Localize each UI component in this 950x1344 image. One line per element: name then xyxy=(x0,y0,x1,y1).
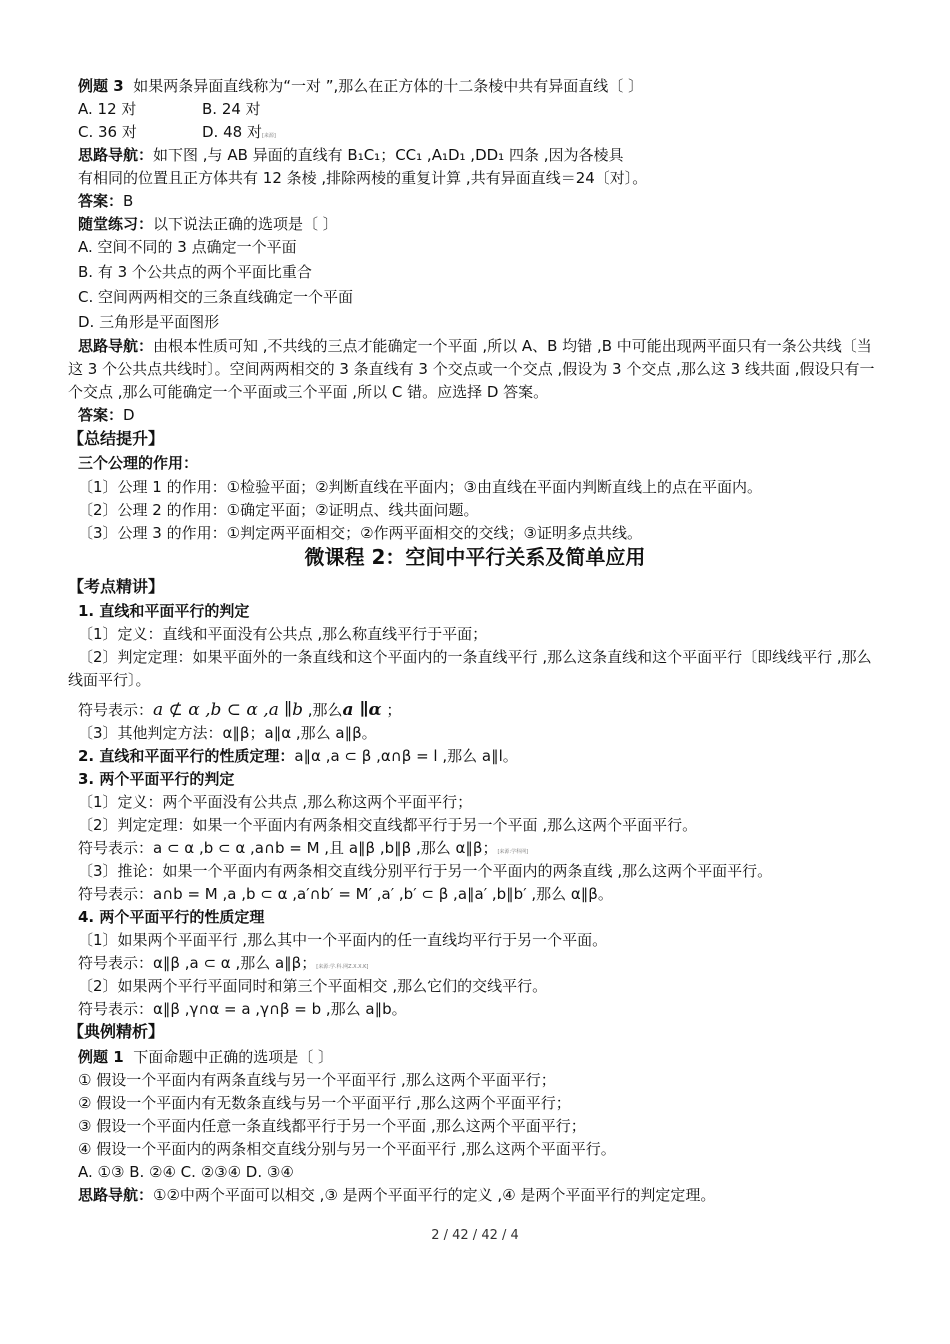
example3-options-cd xyxy=(78,122,276,146)
practice-guide-text: 由根本性质可知 ,不共线的三点才能确定一个平面 ,所以 A、B 均错 ,B 中可能出现两平面只有一条公共线〔当这 3 个公共点共线时〕。空间两两相交的 3 条直线有 3 个交点或一个交点 ,假设为 3 个交点 ,那么这 3 线共面 ,假设只有一个交点 ,那么可能确定一个平面或三个平面 ,所以 C 错。应选择 D 答案。 xyxy=(68,337,875,401)
point3-corollary-symbol: 符号表示：a∩b = M ,a ,b ⊂ α ,a′∩b′ = M′ ,a′ ,b′ ⊂ β ,a∥a′ ,b∥b′ ,那么 α∥β。 xyxy=(78,885,613,903)
point3-corollary: 〔3〕推论：如果一个平面内有两条相交直线分别平行于另一个平面内的两条直线 ,那么这两个平面平行。 xyxy=(78,862,773,880)
point4-item-2: 〔2〕如果两个平行平面同时和第三个平面相交 ,那么它们的交线平行。 xyxy=(78,977,548,995)
example3-guide-text1: 如下图 ,与 AB 异面的直线有 B₁C₁；CC₁ ,A₁D₁ ,DD₁ 四条 ,因为各棱具 xyxy=(153,146,624,164)
practice-answer-value: D xyxy=(123,406,135,424)
practice-option-d: D. 三角形是平面图形 xyxy=(78,313,220,331)
point4-source-mark: [来源:学.科.网Z.X.X.K] xyxy=(316,964,369,970)
point2-title: 2. 直线和平面平行的性质定理： xyxy=(78,747,295,765)
example3-guide-line2: 有相同的位置且正方体共有 12 条棱 ,排除两棱的重复计算 ,共有异面直线＝24〔对〕。 xyxy=(78,169,648,187)
example1-statement-3: ③ 假设一个平面内任意一条直线都平行于另一个平面 ,那么这两个平面平行； xyxy=(78,1117,586,1135)
point3-title: 3. 两个平面平行的判定 xyxy=(78,770,235,788)
example3-option-d: D. 48 对 xyxy=(202,123,262,141)
point1-symbol-label: 符号表示： xyxy=(78,701,154,719)
example3-guide-label: 思路导航： xyxy=(78,146,154,164)
summary-subheading: 三个公理的作用： xyxy=(78,454,199,472)
dianli-heading: 【典例精析】 xyxy=(68,1022,165,1041)
example1-statement-4: ④ 假设一个平面内的两条相交直线分别与另一个平面平行 ,那么这两个平面平行。 xyxy=(78,1140,616,1158)
example1-guide-text: ①②中两个平面可以相交 ,③ 是两个平面平行的定义 ,④ 是两个平面平行的判定定理。 xyxy=(153,1186,716,1204)
source-mark: [来源] xyxy=(261,133,276,139)
example1-guide-label: 思路导航： xyxy=(78,1186,154,1204)
practice-option-b: B. 有 3 个公共点的两个平面比重合 xyxy=(78,263,312,281)
point3-definition: 〔1〕定义：两个平面没有公共点 ,那么称这两个平面平行； xyxy=(78,793,473,811)
practice-label: 随堂练习： xyxy=(78,215,154,233)
example3-option-a: A. 12 对 xyxy=(78,100,137,118)
practice-option-c: C. 空间两两相交的三条直线确定一个平面 xyxy=(78,288,354,306)
example3-question: 如果两条异面直线称为“一对 ”,那么在正方体的十二条棱中共有异面直线〔 〕 xyxy=(133,77,644,95)
example3-option-b: B. 24 对 xyxy=(202,100,261,118)
example1-statement-2: ② 假设一个平面内有无数条直线与另一个平面平行 ,那么这两个平面平行； xyxy=(78,1094,571,1112)
point3-symbol xyxy=(78,838,528,862)
example3-guide-line1 xyxy=(78,145,624,165)
kaodian-heading: 【考点精讲】 xyxy=(68,577,165,596)
point4-symbol-2: 符号表示：α∥β ,γ∩α = a ,γ∩β = b ,那么 a∥b。 xyxy=(78,1000,407,1018)
point4-title: 4. 两个平面平行的性质定理 xyxy=(78,908,265,926)
practice-option-a: A. 空间不同的 3 点确定一个平面 xyxy=(78,238,297,256)
example1-line xyxy=(78,1047,333,1067)
point2-text: a∥α ,a ⊂ β ,α∩β = l ,那么 a∥l。 xyxy=(294,747,518,765)
point1-symbol xyxy=(78,697,401,723)
summary-item-3: 〔3〕公理 3 的作用：①判定两平面相交；②作两平面相交的交线；③证明多点共线。 xyxy=(78,524,642,542)
summary-heading: 【总结提升】 xyxy=(68,429,165,448)
point1-theorem-text: 〔2〕判定定理：如果平面外的一条直线和这个平面内的一条直线平行 ,那么这条直线和这个平面平行〔即线线平行 ,那么线面平行〕。 xyxy=(68,648,872,689)
point1-other: 〔3〕其他判定方法：α∥β；a∥α ,那么 a∥β。 xyxy=(78,724,377,742)
summary-item-2: 〔2〕公理 2 的作用：①确定平面；②证明点、线共面问题。 xyxy=(78,501,479,519)
practice-answer-label: 答案： xyxy=(78,406,124,424)
practice-line xyxy=(78,214,338,234)
practice-guide xyxy=(68,335,883,404)
point1-symbol-formula: a ⊄ α ,b ⊂ α ,a ∥b xyxy=(153,700,303,720)
example1-statement-1: ① 假设一个平面内有两条直线与另一个平面平行 ,那么这两个平面平行； xyxy=(78,1071,556,1089)
point4-symbol-1 xyxy=(78,953,368,977)
point1-theorem xyxy=(68,646,883,692)
example3-label: 例题 3 xyxy=(78,77,124,95)
example1-options: A. ①③ B. ②④ C. ②③④ D. ③④ xyxy=(78,1163,294,1181)
example1-guide xyxy=(78,1185,715,1205)
example3-answer-label: 答案： xyxy=(78,192,124,210)
point1-symbol-result: a ∥α xyxy=(342,700,382,720)
point1-symbol-end: ； xyxy=(386,701,402,719)
point1-title: 1. 直线和平面平行的判定 xyxy=(78,602,250,620)
example3-answer xyxy=(78,191,133,211)
point3-source-mark: [来源:学科网] xyxy=(497,849,529,855)
point1-definition: 〔1〕定义：直线和平面没有公共点 ,那么称直线平行于平面； xyxy=(78,625,488,643)
example3-answer-value: B xyxy=(123,192,134,210)
example3-options-ab xyxy=(78,99,261,119)
example3-option-c: C. 36 对 xyxy=(78,123,137,141)
point1-symbol-then: ,那么 xyxy=(303,701,343,719)
example3-line xyxy=(78,76,643,96)
practice-answer xyxy=(78,405,135,425)
point4-symbol-1-text: 符号表示：α∥β ,a ⊂ α ,那么 a∥β； xyxy=(78,954,317,972)
practice-question: 以下说法正确的选项是〔 〕 xyxy=(153,215,338,233)
example1-question: 下面命题中正确的选项是〔 〕 xyxy=(133,1048,333,1066)
page-number: 2 / 42 / 42 / 4 xyxy=(431,1228,519,1243)
point3-symbol-text: 符号表示：a ⊂ α ,b ⊂ α ,a∩b = M ,且 a∥β ,b∥β ,那么 α∥β； xyxy=(78,839,498,857)
practice-guide-label: 思路导航： xyxy=(78,337,154,355)
course2-title: 微课程 2：空间中平行关系及简单应用 xyxy=(304,545,646,569)
point2-line xyxy=(78,746,518,766)
example1-label: 例题 1 xyxy=(78,1048,124,1066)
point4-item-1: 〔1〕如果两个平面平行 ,那么其中一个平面内的任一直线均平行于另一个平面。 xyxy=(78,931,608,949)
point3-theorem: 〔2〕判定定理：如果一个平面内有两条相交直线都平行于另一个平面 ,那么这两个平面平行。 xyxy=(78,816,698,834)
summary-item-1: 〔1〕公理 1 的作用：①检验平面；②判断直线在平面内；③由直线在平面内判断直线上的点在平面内。 xyxy=(78,478,762,496)
